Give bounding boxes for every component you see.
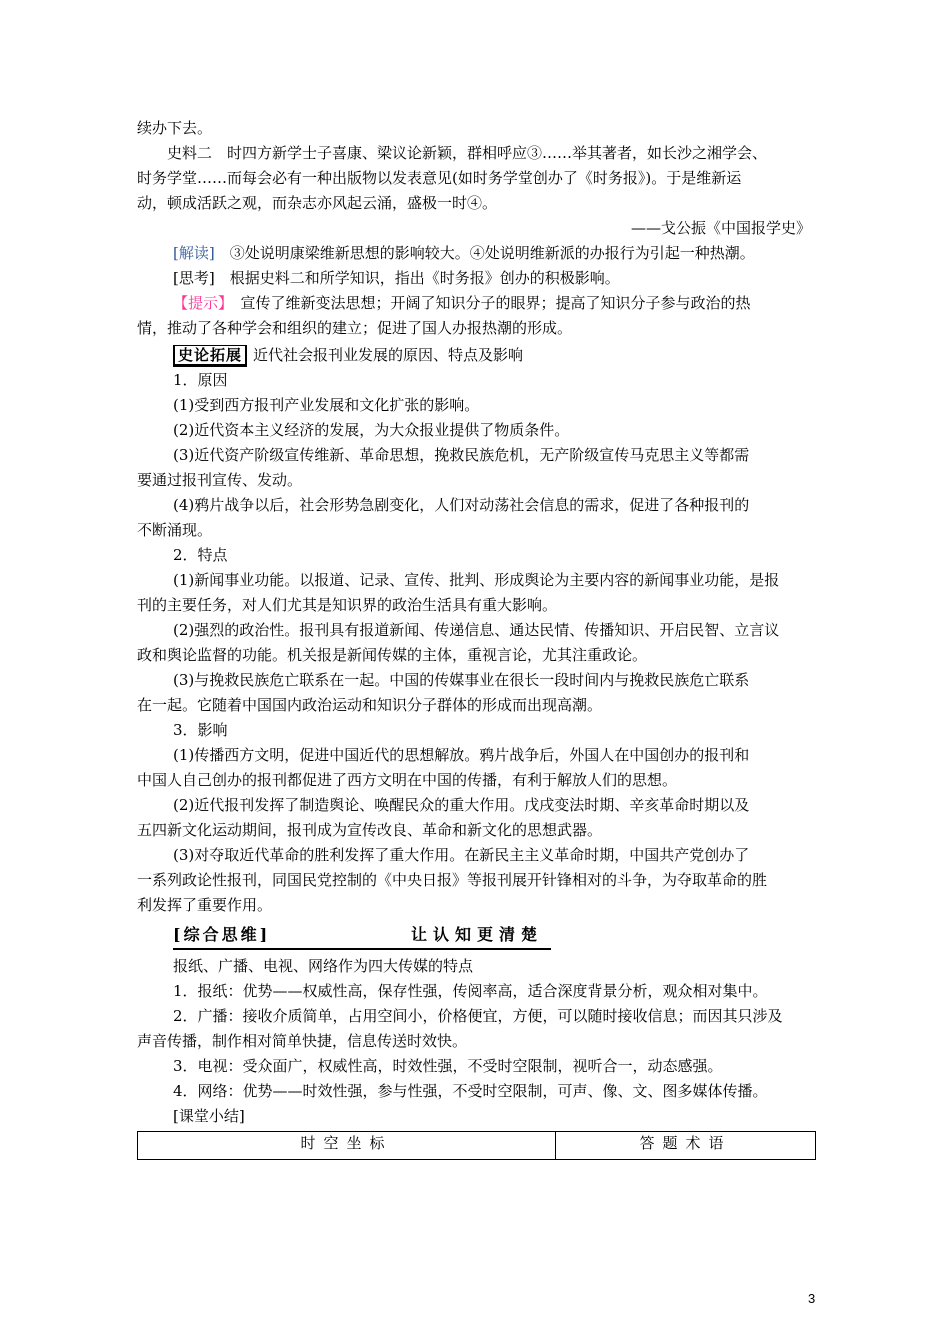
think-line: [思考] 根据史料二和所学知识，指出《时务报》创办的积极影响。 — [173, 269, 620, 287]
impact-3a: (3)对夺取近代革命的胜利发挥了重大作用。在新民主主义革命时期，中国共产党创办了 — [173, 846, 750, 864]
interpretation-tag: [解读] — [173, 244, 215, 262]
hint-line1 — [137, 291, 817, 316]
impact-2b: 五四新文化运动期间，报刊成为宣传改良、革命和新文化的思想武器。 — [137, 821, 603, 839]
impact-3c: 利发挥了重要作用。 — [137, 896, 273, 914]
extension-title: 近代社会报刊业发展的原因、特点及影响 — [253, 346, 524, 364]
page-number: 3 — [808, 1291, 816, 1306]
cause-3a: (3)近代资产阶级宣传维新、革命思想，挽救民族危机，无产阶级宣传马克思主义等都需 — [173, 446, 750, 464]
impact-3b: 一系列政论性报刊，同国民党控制的《中央日报》等报刊展开针锋相对的斗争，为夺取革命的胜 — [137, 871, 768, 889]
extension-label: 史论拓展 — [173, 345, 247, 367]
source-two-line1: 史料二 时四方新学士子喜康、梁议论新颖，群相呼应③……举其著者，如长沙之湘学会、 — [167, 144, 768, 162]
cause-4a: (4)鸦片战争以后，社会形势急剧变化，人们对动荡社会信息的需求，促进了各种报刊的 — [173, 496, 750, 514]
media-internet: 4．网络：优势——时效性强，参与性强，不受时空限制，可声、像、文、图多媒体传播。 — [173, 1082, 768, 1100]
feature-1a: (1)新闻事业功能。以报道、记录、宣传、批判、形成舆论为主要内容的新闻事业功能，是报 — [173, 571, 780, 589]
interpretation-line — [137, 241, 817, 266]
source-citation: ——戈公振《中国报学史》 — [630, 219, 811, 237]
impact-1a: (1)传播西方文明，促进中国近代的思想解放。鸦片战争后，外国人在中国创办的报刊和 — [173, 746, 750, 764]
feature-heading: 2．特点 — [173, 546, 228, 564]
table-row — [138, 1132, 816, 1160]
source-two-line3: 动，顿成活跃之观，而杂志亦风起云涌，盛极一时④。 — [137, 194, 498, 212]
document-page — [137, 116, 817, 1160]
cause-2: (2)近代资本主义经济的发展，为大众报业提供了物质条件。 — [173, 421, 570, 439]
table-header-terms: 答题术语 — [556, 1132, 816, 1160]
hint-text: 宣传了维新变法思想；开阔了知识分子的眼界；提高了知识分子参与政治的热 — [225, 294, 751, 312]
cause-3b: 要通过报刊宣传、发动。 — [137, 471, 303, 489]
hint-tag: 【提示】 — [173, 294, 226, 312]
cause-4b: 不断涌现。 — [137, 521, 213, 539]
media-tv: 3．电视：受众面广，权威性高，时效性强，不受时空限制，视听合一，动态感强。 — [173, 1057, 723, 1075]
feature-3b: 在一起。它随着中国国内政治运动和知识分子群体的形成而出现高潮。 — [137, 696, 603, 714]
extension-heading — [137, 343, 817, 368]
feature-3a: (3)与挽救民族危亡联系在一起。中国的传媒事业在很长一段时间内与挽救民族危亡联系 — [173, 671, 750, 689]
section-heading-comprehensive — [173, 924, 551, 950]
media-newspaper: 1．报纸：优势——权威性高，保存性强，传阅率高，适合深度背景分析，观众相对集中。 — [173, 982, 768, 1000]
impact-heading: 3．影响 — [173, 721, 228, 739]
section-slogan: 让认知更清楚 — [411, 925, 544, 944]
section-label: [综合思维] — [173, 925, 271, 944]
hint-line2: 情，推动了各种学会和组织的建立；促进了国人办报热潮的形成。 — [137, 319, 573, 337]
feature-1b: 刊的主要任务，对人们尤其是知识界的政治生活具有重大影响。 — [137, 596, 558, 614]
media-intro: 报纸、广播、电视、网络作为四大传媒的特点 — [173, 957, 474, 975]
table-header-timespace: 时空坐标 — [138, 1132, 556, 1160]
summary-table — [137, 1131, 816, 1160]
feature-2b: 政和舆论监督的功能。机关报是新闻传媒的主体，重视言论，尤其注重政论。 — [137, 646, 648, 664]
interpretation-text: ③处说明康梁维新思想的影响较大。④处说明维新派的办报行为引起一种热潮。 — [214, 244, 755, 262]
cause-heading: 1．原因 — [173, 371, 228, 389]
cause-1: (1)受到西方报刊产业发展和文化扩张的影响。 — [173, 396, 480, 414]
impact-1b: 中国人自己创办的报刊都促进了西方文明在中国的传播，有利于解放人们的思想。 — [137, 771, 678, 789]
class-summary-label: [课堂小结] — [173, 1107, 245, 1125]
media-radio-a: 2．广播：接收介质简单，占用空间小，价格便宜，方便，可以随时接收信息；而因其只涉及 — [173, 1007, 783, 1025]
media-radio-b: 声音传播，制作相对简单快捷，信息传送时效快。 — [137, 1032, 468, 1050]
line-continue: 续办下去。 — [137, 119, 213, 137]
feature-2a: (2)强烈的政治性。报刊具有报道新闻、传递信息、通达民情、传播知识、开启民智、立言议 — [173, 621, 780, 639]
source-two-line2: 时务学堂……而每会必有一种出版物以发表意见(如时务学堂创办了《时务报》)。于是维新运 — [137, 169, 742, 187]
impact-2a: (2)近代报刊发挥了制造舆论、唤醒民众的重大作用。戊戌变法时期、辛亥革命时期以及 — [173, 796, 750, 814]
